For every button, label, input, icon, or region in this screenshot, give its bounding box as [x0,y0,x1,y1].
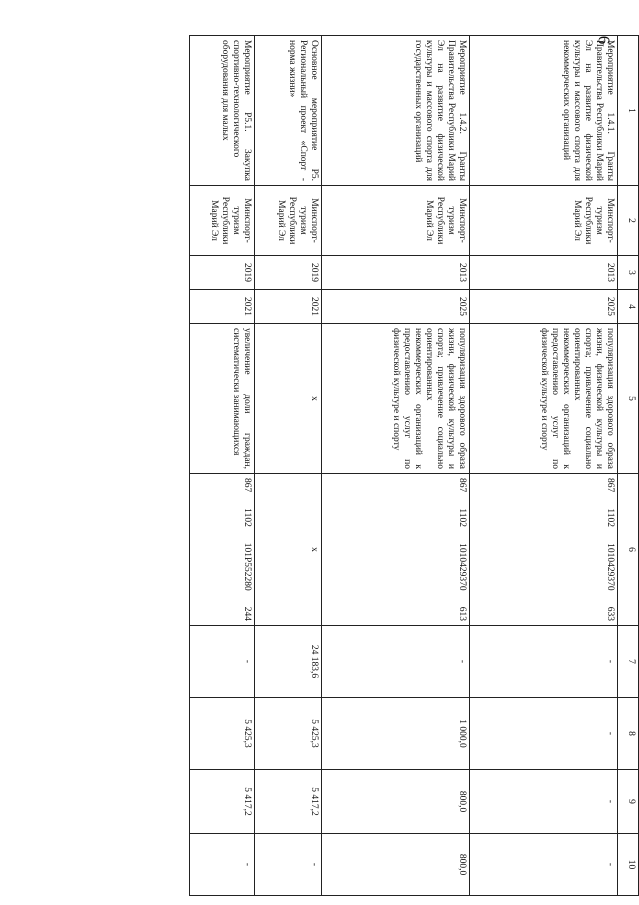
budget-code [470,474,618,626]
col-header-6: 6 [618,474,639,626]
col-header-1: 1 [618,36,639,186]
table-row [190,36,255,896]
table-row [255,36,322,896]
executor: Минспорт-туризм Республики Марий Эл [470,186,618,256]
value-col8: 1 000,0 [322,698,470,770]
value-col7: - [322,626,470,698]
col-header-9: 9 [618,770,639,834]
measure-name: Мероприятие 1.4.1. Гранты Правительства Республики Марий Эл на развитие физической культуры и массового спорта для некоммерческих организаций [470,36,618,186]
value-col7: - [190,626,255,698]
budget-code [255,474,322,626]
measure-name: Мероприятие 1.4.2. Гранты Правительства Республики Марий Эл на развитие физической культуры и массового спорта для государственных организаций [322,36,470,186]
executor: Минспорт-туризм Республики Марий Эл [322,186,470,256]
value-col8: 5 425,3 [190,698,255,770]
expected-result: увеличение доли граждан, систематически занимающихся [190,324,255,474]
value-col10: - [190,834,255,896]
end-year: 2021 [190,290,255,324]
grbs-code: 867 [457,478,467,493]
expected-result: х [255,324,322,474]
csr-code: 101P552280 [242,542,252,591]
executor: Минспорт-туризм Республики Марий Эл [190,186,255,256]
col-header-5: 5 [618,324,639,474]
rotated-table-container [129,35,639,895]
value-col9: 5 417,2 [190,770,255,834]
value-col9: 5 417,2 [255,770,322,834]
table-row [470,36,618,896]
col-header-8: 8 [618,698,639,770]
header-row [618,36,639,896]
budget-code [322,474,470,626]
rzpr-code: 1102 [457,508,467,528]
col-header-2: 2 [618,186,639,256]
measure-name: Мероприятие P5.1. Закупка спортивно-технологического оборудования для малых [190,36,255,186]
value-col9: - [470,770,618,834]
executor: Минспорт-туризм Республики Марий Эл [255,186,322,256]
vr-code: 244 [242,606,252,621]
col-header-7: 7 [618,626,639,698]
value-col10: 800,0 [322,834,470,896]
csr-code: х [309,547,319,552]
rzpr-code: 1102 [605,508,615,528]
csr-code: 1010429370 [457,543,467,591]
vr-code: 613 [457,606,467,621]
grbs-code: 867 [605,478,615,493]
vr-code: 633 [605,606,615,621]
csr-code: 1010429370 [605,543,615,591]
start-year: 2019 [255,256,322,290]
col-header-3: 3 [618,256,639,290]
page-number: 6 [593,35,613,45]
value-col7: - [470,626,618,698]
start-year: 2019 [190,256,255,290]
value-col8: - [470,698,618,770]
end-year: 2025 [470,290,618,324]
rzpr-code: 1102 [242,508,252,527]
value-col8: 5 425,3 [255,698,322,770]
table-row [322,36,470,896]
value-col9: 800,0 [322,770,470,834]
end-year: 2021 [255,290,322,324]
start-year: 2013 [322,256,470,290]
grbs-code: 867 [242,478,252,493]
expected-result: популяризация здорового образа жизни, физической культуры и спорта; привлечение социально ориентированных некоммерческих организаций к предоставлению услуг по физической культуре и спорту [470,324,618,474]
start-year: 2013 [470,256,618,290]
measure-name: Основное мероприятие P5. Региональный проект «Спорт - норма жизни» [255,36,322,186]
value-col7: 24 183,6 [255,626,322,698]
value-col10: - [470,834,618,896]
col-header-10: 10 [618,834,639,896]
program-table [189,35,639,896]
value-col10: - [255,834,322,896]
expected-result: популяризация здорового образа жизни, физической культуры и спорта; привлечение социально ориентированных некоммерческих организаций к предоставлению услуг по физической культуре и спорту [322,324,470,474]
end-year: 2025 [322,290,470,324]
col-header-4: 4 [618,290,639,324]
budget-code [190,474,255,626]
